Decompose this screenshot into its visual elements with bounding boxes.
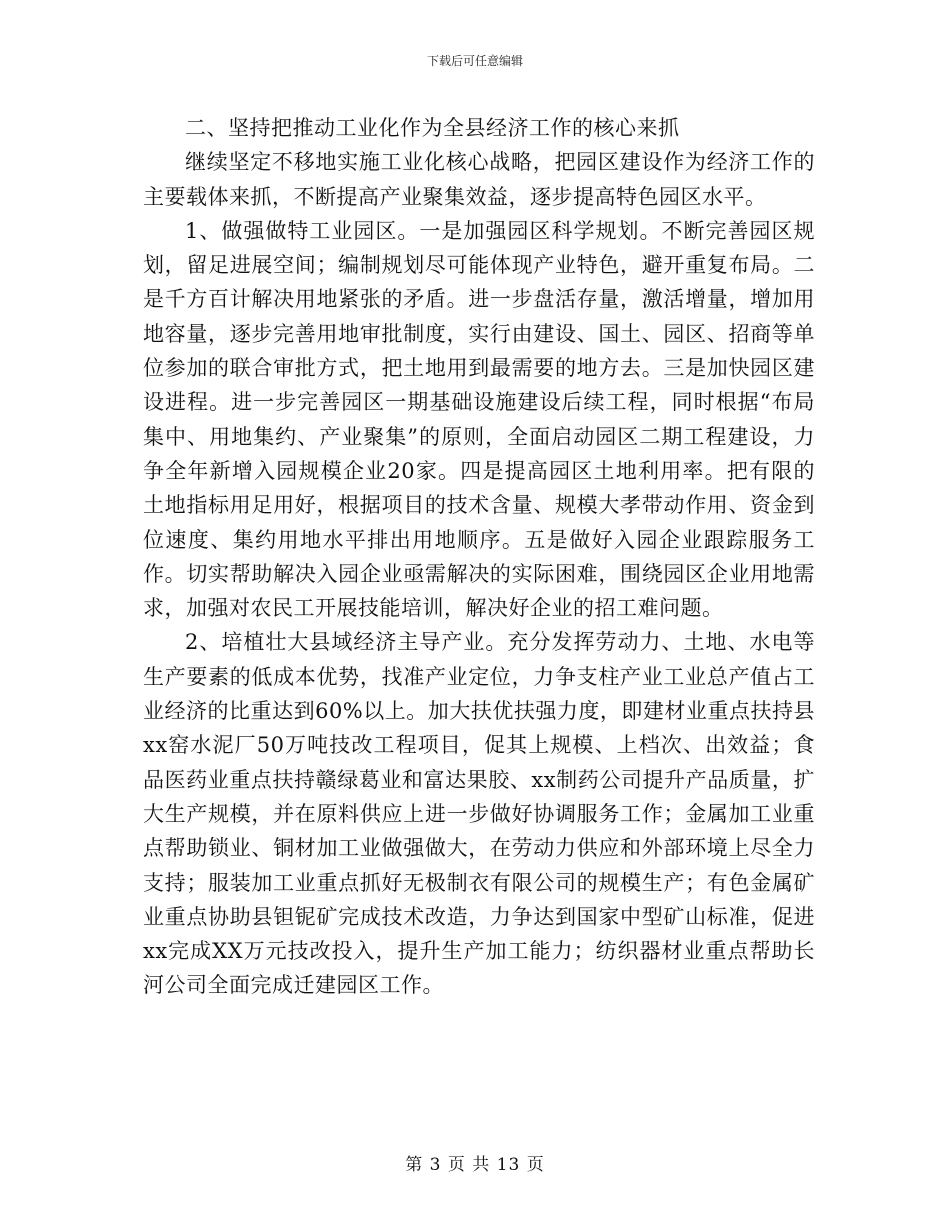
paragraph-intro: 继续坚定不移地实施工业化核心战略，把园区建设作为经济工作的主要载体来抓，不断提高产业聚集效益，逐步提高特色园区水平。 — [143, 150, 815, 209]
document-body — [143, 111, 815, 1003]
section-heading: 二、坚持把推动工业化作为全县经济工作的核心来抓 — [185, 116, 680, 140]
paragraph-leading-industries: 2、培植壮大县域经济主导产业。充分发挥劳动力、土地、水电等生产要素的低成本优势，找准产业定位，力争支柱产业工业总产值占工业经济的比重达到60%以上。加大扶优扶强力度，即建材业重点扶持县xx窑水泥厂50万吨技改工程项目，促其上规模、上档次、出效益；食品医药业重点扶持赣绿葛业和富达果胶、xx制药公司提升产品质量，扩大生产规模，并在原料供应上进一步做好协调服务工作；金属加工业重点帮助锁业、铜材加工业做强做大，在劳动力供应和外部环境上尽全力支持；服装加工业重点抓好无极制衣有限公司的规模生产；有色金属矿业重点协助县钽铌矿完成技术改造，力争达到国家中型矿山标准，促进xx完成XX万元技改投入，提升生产加工能力；纺织器材业重点帮助长河公司全面完成迁建园区工作。 — [143, 630, 815, 998]
page-header-note: 下载后可任意编辑 — [426, 54, 523, 68]
paragraph-industrial-park: 1、做强做特工业园区。一是加强园区科学规划。不断完善园区规划，留足进展空间；编制规划尽可能体现产业特色，避开重复布局。二是千方百计解决用地紧张的矛盾。进一步盘活存量，激活增量，增加用地容量，逐步完善用地审批制度，实行由建设、国土、园区、招商等单位参加的联合审批方式，把土地用到最需要的地方去。三是加快园区建设进程。进一步完善园区一期基础设施建设后续工程，同时根据“布局集中、用地集约、产业聚集”的原则，全面启动园区二期工程建设，力争全年新增入园规模企业20家。四是提高园区土地利用率。把有限的土地指标用足用好，根据项目的技术含量、规模大孝带动作用、资金到位速度、集约用地水平排出用地顺序。五是做好入园企业跟踪服务工作。切实帮助解决入园企业亟需解决的实际困难，围绕园区企业用地需求，加强对农民工开展技能培训，解决好企业的招工难问题。 — [143, 218, 815, 621]
page-number-footer: 第 3 页 共 13 页 — [405, 1155, 545, 1175]
